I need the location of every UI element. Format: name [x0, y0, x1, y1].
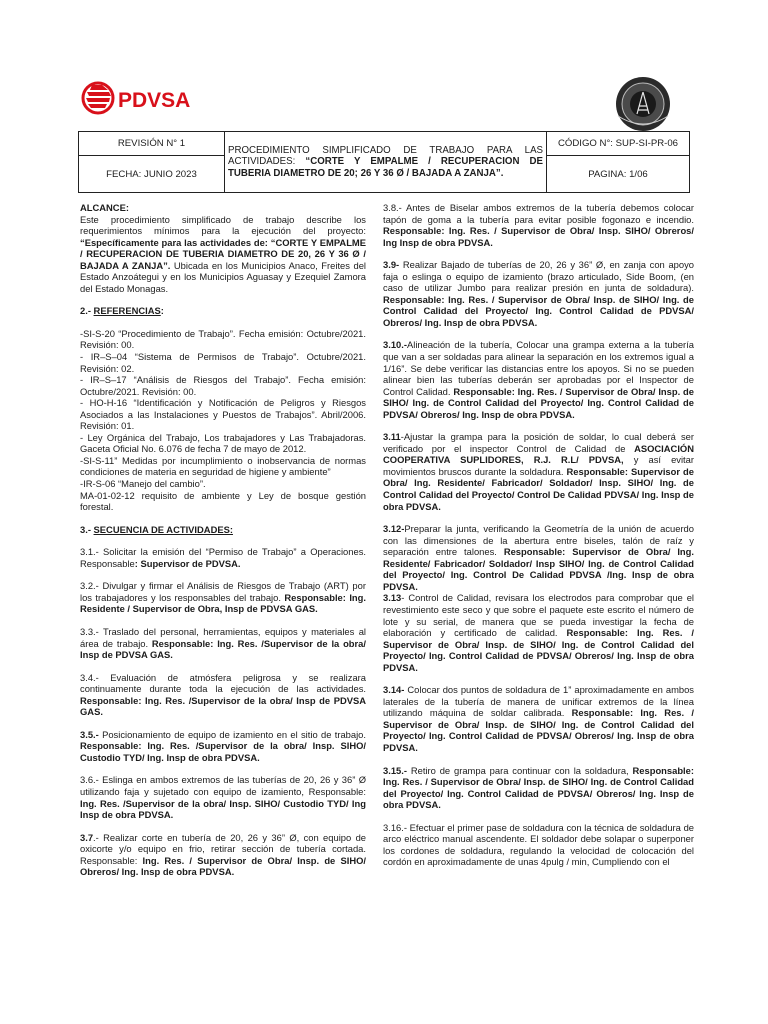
step-3-15: 3.15.- Retiro de grampa para continuar con la soldadura, Responsable: Ing. Res. / Supervisor de Obra/ Insp. de SIHO/ Ing. de Control Calidad del Proyecto/ Ing. Control Calidad de PDVSA/ Obreros/ Ing. Insp de obra PDVSA. [383, 764, 694, 811]
step-3-9: 3.9- Realizar Bajado de tuberías de 20, 26 y 36” Ø, en zanja con apoyo faja o eslinga o equipo de izamiento (brazo articulado, Side Boom, (en caso de utilizar Jumbo para realizar presión en junta de soldadura). Responsable: Ing. Res. / Supervisor de Obra/ Insp. de SIHO/ Ing. de Control Calidad del Proyecto/ Ing. Control Calidad de PDVSA/ Obreros/ Ing. Insp de obra PDVSA. [383, 259, 694, 328]
step-3-7: 3.7.- Realizar corte en tubería de 20, 26 y 36” Ø, con equipo de oxicorte y/o equipo en frio, retirar sección de tubería cortada. Responsable: Ing. Res. / Supervisor de Obra/ Insp. de SIHO/ Obreros/ Ing. Insp de obra PDVSA. [80, 831, 367, 878]
document-header-table [78, 131, 690, 193]
pdvsa-wordmark: PDVSA [118, 89, 191, 112]
code-cell: CÓDIGO N°: SUP-SI-PR-06 [547, 132, 690, 156]
sequence-heading [80, 524, 366, 536]
step-3-3: 3.3.- Traslado del personal, herramientas, equipos y materiales al área de trabajo. Responsable: Ing. Res. /Supervisor de la obra/ Insp de PDVSA GAS. [80, 625, 366, 661]
procedure-title-cell [225, 132, 547, 193]
scope-heading: ALCANCE: [80, 202, 129, 213]
scope-paragraph [80, 214, 366, 295]
scope-text: Este procedimiento simplificado de trabajo describe los requerimientos mínimos para la ejecución del proyecto: [80, 213, 366, 237]
step-3-2: 3.2.- Divulgar y firmar el Análisis de Riesgos de Trabajo (ART) por los trabajadores y los responsables del trabajo. Responsable: Ing. Residente / Supervisor de Obra, Insp de PDVSA GAS. [80, 580, 366, 615]
step-3-1: 3.1.- Solicitar la emisión del “Permiso de Trabajo” a Operaciones. Responsable: Supervisor de PDVSA. [80, 546, 366, 569]
step-3-5: 3.5.- Posicionamiento de equipo de izamiento en el sitio de trabajo. Responsable: Ing. Res. /Supervisor de la obra/ Insp. SIHO/ Custodio TYD/ Ing. Insp de obra PDVSA. [80, 728, 366, 763]
step-3-13: 3.13- Control de Calidad, revisara los electrodos para comprobar que el revestimiento este seco y que sobre el paquete este escrito el número de lote y su serial, de manera que se pueda investigar la fecha de elaboración y certificado de calidad. Responsable: Ing. Res. / Supervisor de Obra/ Insp. de SIHO/ Ing. de Control Calidad del Proyecto/ Ing. Control Calidad de PDVSA/ Obreros/ Ing. Insp de obra PDVSA. [383, 592, 695, 673]
date-cell: FECHA: JUNIO 2023 [79, 156, 225, 193]
step-3-10: 3.10.-Alineación de la tubería, Colocar una grampa externa a la tubería que van a ser soldadas para alinear la separación en los extremos igual a 1/16”. Se debe verificar las distancias entre los apoyos. Si no se pueden alinear bien las tuberías deberán ser aprobadas por el Inspector de Control Calidad. Responsable: Ing. Res. / Supervisor de Obra/ Insp. de SIHO/ Ing. de Control Calidad del Proyecto/ Ing. Control Calidad de PDVSA/ Obreros/ Ing. Insp de obra PDVSA. [383, 339, 694, 420]
reference-item: - IR–S–04 “Sistema de Permisos de Trabajo”. Octubre/2021. Revisión: 02. [80, 351, 366, 374]
reference-item: -IR-S-06 “Manejo del cambio”. [80, 478, 206, 490]
step-3-12: 3.12-Preparar la junta, verificando la Geometría de la unión de acuerdo con las dimensiones de la abertura entre biseles, talón de raíz y separación entre talones. Responsable: Supervisor de Obra/ Ing. Residente/ Fabricador/ Soldador/ Insp SIHO/ Ing. de Control Calidad del Proyecto/ Ing. Control De Calidad PDVSA /Ing. Insp de obra PDVSA. [383, 523, 694, 592]
step-3-14: 3.14- Colocar dos puntos de soldadura de 1” aproximadamente en ambos laterales de la tubería de manera de unificar extremos de la línea utilizando máquina de soldar calibrada. Responsable: Ing. Res. / Supervisor de Obra/ Insp. de SIHO/ Ing. de Control Calidad del Proyecto/ Ing. Control Calidad de PDVSA/ Obreros/ Ing. Insp de obra PDVSA. [383, 684, 694, 753]
sequence-title: SECUENCIA DE ACTIVIDADES: [93, 523, 233, 535]
left-column [80, 202, 366, 889]
step-3-8: 3.8.- Antes de Biselar ambos extremos de la tubería debemos colocar tapón de goma a la tubería para evitar posible fogonazo e incendio. Responsable: Ing. Res. / Supervisor de Obra/ Insp. SIHO/ Obreros/ Ing Insp de obra PDVSA. [383, 202, 694, 248]
reference-item: - IR–S–17 “Análisis de Riesgos del Trabajo”. Fecha emisión: Octubre/2021. Revisión: 00. [80, 374, 366, 397]
procedure-title-activities: “CORTE Y EMPALME / RECUPERACION DE TUBERIA DIAMETRO DE 20; 26 Y 36 Ø / BAJADA A ZANJA”. [228, 156, 543, 179]
references-number: 2.- [80, 305, 94, 317]
gear-icon [616, 77, 670, 131]
scope-activities: “Específicamente para las actividades de: “CORTE Y EMPALME / RECUPERACION DE TUBERIA DIAMETRO DE 20, 26 Y 36 Ø / BAJADA A ZANJA”. [80, 236, 366, 271]
reference-item: MA-01-02-12 requisito de ambiente y Ley de bosque gestión forestal. [80, 489, 366, 513]
reference-item: -SI-S-20 “Procedimiento de Trabajo”. Fecha emisión: Octubre/2021. Revisión: 00. [80, 327, 366, 351]
references-title: REFERENCIAS [93, 305, 161, 317]
cooperative-seal-logo [596, 76, 690, 132]
reference-item: - HO-H-16 “Identificación y Notificación de Peligros y Riesgos Asociados a las Instalaciones y Puestos de Trabajos”. Abril/2006. Revisión: 01. [80, 397, 366, 432]
step-3-16: 3.16.- Efectuar el primer pase de soldadura con la técnica de soldadura de arco eléctrico manual ascendente. El soldador debe solapar o superponer los cordones de soldadura, regulando la velocidad de colocación del cordón en aproximadamente de unas 4pulg / min, Cumpliendo con el [383, 821, 694, 868]
step-3-4: 3.4.- Evaluación de atmósfera peligrosa y se realizara continuamente durante toda la ejecución de las actividades. Responsable: Ing. Res. /Supervisor de la obra/ Insp de PDVSA GAS. [80, 671, 366, 718]
reference-item: -SI-S-11” Medidas por incumplimiento o inobservancia de normas condiciones de materia en seguridad de higiene y ambiente” [80, 454, 366, 478]
references-colon: : [160, 305, 164, 317]
step-3-6: 3.6.- Eslinga en ambos extremos de las tuberías de 20, 26 y 36” Ø utilizando faja y sujetado con equipo de izamiento, Responsable: Ing. Res. /Supervisor de la obra/ Insp. SIHO/ Custodio TYD/ Ing Insp de obra PDVSA. [80, 774, 366, 821]
scope-location: Ubicada en los Municipios Anaco, Freites del Estado Anzoátegui y en los Municipios Aguasay y Ezequiel Zamora del Estado Monagas. [80, 259, 366, 294]
reference-item: - Ley Orgánica del Trabajo, Los trabajadores y Las Trabajadoras. Gaceta Oficial No. 6.076 de fecha 7 de mayo de 2012. [80, 431, 366, 455]
page-number-cell: PAGINA: 1/06 [547, 156, 690, 193]
sequence-number: 3.- [80, 523, 94, 535]
step-3-11: 3.11-Ajustar la grampa para la posición de soldar, lo cual deberá ser verificado por el inspector Control de Calidad de ASOCIACIÓN COOPERATIVA SUPLIDORES, R.J. R.L/ PDVSA, y así evitar movimientos bruscos durante la soldadura. Responsable: Supervisor de Obra/ Ing. Residente/ Fabricador/ Soldador/ Insp. SIHO/ Ing. de Control Calidad del Proyecto/ Control De Calidad PDVSA/ Ing. Insp de obra PDVSA. [383, 431, 695, 512]
pdvsa-logo [78, 72, 210, 128]
references-heading [80, 305, 366, 317]
procedure-title-intro: PROCEDIMIENTO SIMPLIFICADO DE TRABAJO PARA LAS ACTIVIDADES: [228, 144, 543, 168]
right-column [383, 202, 694, 879]
pdvsa-sun-icon [83, 83, 113, 113]
revision-cell: REVISIÓN N° 1 [79, 132, 225, 156]
